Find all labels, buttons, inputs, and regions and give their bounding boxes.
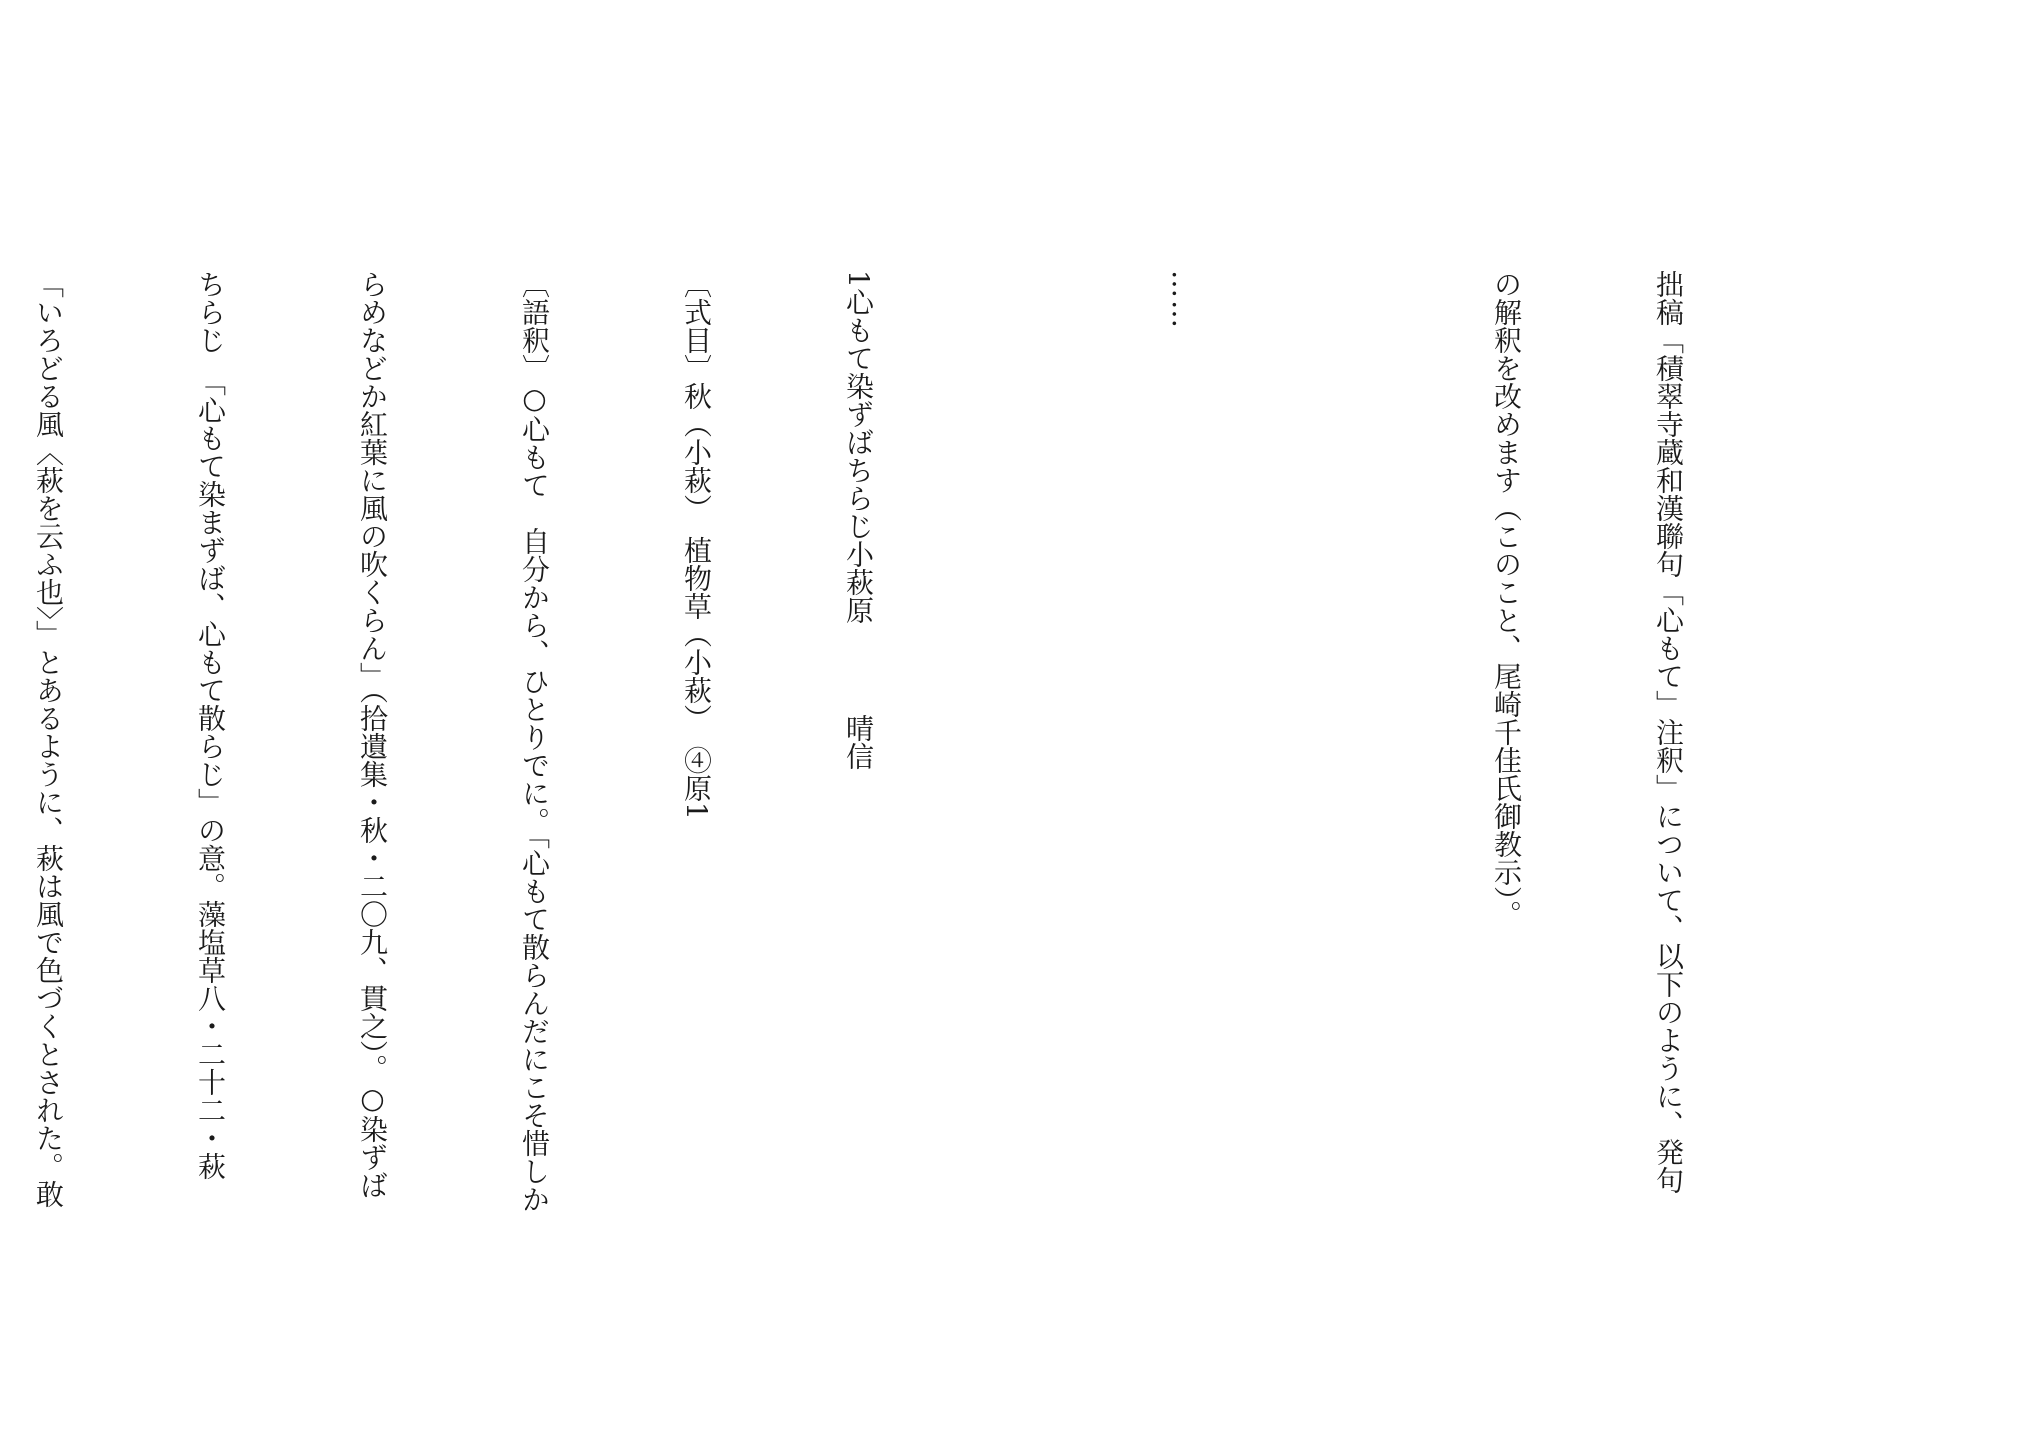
paragraph-gap xyxy=(993,270,1047,1270)
paragraph-gap xyxy=(1317,270,1371,1270)
shikimoku-line: 〔式目〕秋（小萩） 植物草（小萩） ④原1 xyxy=(680,270,713,820)
intro-line-1: 拙稿「積翠寺蔵和漢聯句「心もて」注釈」について、以下のように、発句 xyxy=(1652,270,1685,1194)
vertical-text-body xyxy=(0,270,1803,1270)
verse-line xyxy=(831,270,885,1270)
goshaku-line-1: 〔語釈〕○心もて 自分から、ひとりでに。「心もて散らんだにこそ惜しか xyxy=(518,270,551,1213)
separator-dots: …… xyxy=(1166,270,1199,330)
goshaku-line-3: ちらじ 「心もて染まずば、心もて散らじ」の意。藻塩草八・二十二・萩 xyxy=(194,270,227,1180)
goshaku-line-2: らめなどか紅葉に風の吹くらん」（拾遺集・秋・二〇九、貫之）。○染ずば xyxy=(356,270,389,1199)
verse-text: 1心もて染ずばちらじ小萩原 xyxy=(842,270,875,624)
verse-author: 晴信 xyxy=(842,713,875,770)
goshaku-line-4: 「いろどる風〈萩を云ふ也〉」とあるように、萩は風で色づくとされた。敢 xyxy=(32,270,65,1208)
intro-line-2: の解釈を改めます（このこと、尾崎千佳氏御教示）。 xyxy=(1490,270,1523,928)
